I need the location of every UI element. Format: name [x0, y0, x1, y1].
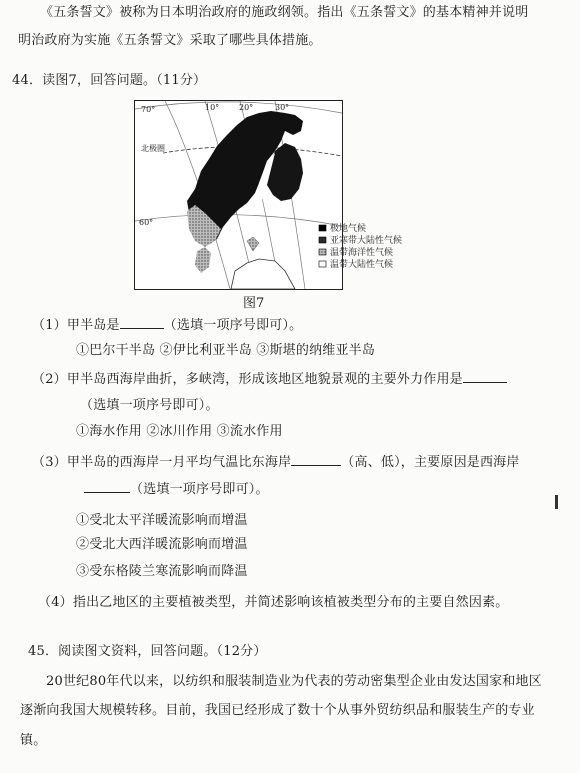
q44-3-option-3: ③受东格陵兰寒流影响而降温 — [76, 564, 248, 579]
legend-swatch-oceanic — [319, 249, 326, 255]
q44-4: （4）指出乙地区的主要植被类型，并简述影响该植被类型分布的主要自然因素。 — [38, 595, 509, 610]
q45-paragraph-line-1: 20世纪80年代以来，以纺织和服装制造业为代表的劳动密集型企业由发达国家和地区 — [46, 674, 542, 689]
q43-text-line-2: 明治政府为实施《五条誓文》采取了哪些具体措施。 — [18, 33, 322, 48]
q44-heading: 44．读图7，回答问题。（11分） — [12, 73, 207, 88]
q44-3-line2 — [84, 480, 269, 499]
q44-3-mid: （高、低），主要原因是西海岸 — [341, 455, 520, 470]
lon-label-70: 70° — [141, 105, 156, 114]
figure-caption: 图7 — [243, 296, 265, 311]
lon-label-20: 20° — [239, 103, 254, 112]
legend-label-continental: 温带大陆性气候 — [330, 260, 394, 270]
q45-heading: 45．阅读图文资料，回答问题。（12分） — [28, 644, 267, 659]
answer-blank[interactable] — [120, 316, 164, 329]
q44-2 — [32, 370, 507, 389]
legend-label-polar: 极地气候 — [330, 224, 367, 234]
scandinavia-climate-map — [135, 101, 403, 289]
q45-paragraph-line-2: 逐渐向我国大规模转移。目前，我国已经形成了数十个从事外贸纺织品和服装生产的专业 — [20, 703, 535, 718]
q44-1-suffix: （选填一项序号即可）。 — [163, 318, 303, 333]
q44-2-options: ①海水作用 ②冰川作用 ③流水作用 — [76, 424, 283, 439]
lon-label-30: 30° — [275, 103, 290, 112]
q44-1 — [32, 316, 302, 335]
arctic-circle-label: 北极圈 — [141, 144, 165, 153]
q44-3 — [32, 453, 520, 472]
legend — [319, 222, 402, 270]
q44-2-text: （2）甲半岛西海岸曲折，多峡湾，形成该地区地貌景观的主要外力作用是 — [32, 372, 463, 387]
lat-label-60: 60° — [139, 218, 154, 227]
q44-1-options: ①巴尔干半岛 ②伊比利亚半岛 ③斯堪的纳维亚半岛 — [76, 343, 376, 358]
legend-swatch-subarctic — [319, 237, 326, 243]
q45-paragraph-line-3: 镇。 — [20, 733, 47, 748]
legend-label-oceanic: 温带海洋性气候 — [330, 248, 394, 258]
legend-label-subarctic: 亚寒带大陆性气候 — [330, 236, 403, 246]
q44-3-suffix: （选填一项序号即可）。 — [130, 482, 269, 497]
legend-swatch-polar — [319, 225, 326, 231]
figure-7-map — [134, 100, 403, 290]
answer-blank[interactable] — [463, 370, 507, 383]
legend-swatch-continental — [319, 261, 326, 267]
lon-label-10: 10° — [205, 103, 220, 112]
answer-blank[interactable] — [291, 453, 341, 466]
q43-text-line-1: 《五条誓文》被称为日本明治政府的施政纲领。指出《五条誓文》的基本精神并说明 — [40, 5, 529, 20]
q44-3-option-1: ①受北太平洋暖流影响而增温 — [76, 513, 248, 528]
scan-mark — [555, 495, 558, 509]
q44-3-text: （3）甲半岛的西海岸一月平均气温比东海岸 — [32, 455, 292, 470]
q44-2-suffix: （选填一项序号即可）。 — [80, 398, 219, 413]
q44-1-text: （1）甲半岛是 — [32, 318, 120, 333]
q44-3-option-2: ②受北大西洋暖流影响而增温 — [76, 537, 248, 552]
answer-blank[interactable] — [84, 480, 130, 493]
